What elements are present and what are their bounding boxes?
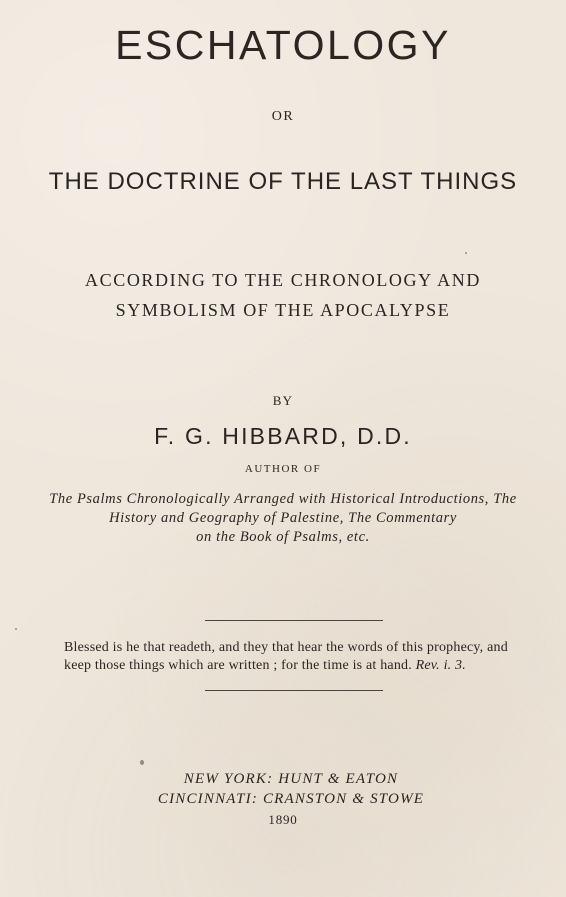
divider-bottom — [205, 690, 383, 691]
divider-top — [205, 620, 383, 621]
epigraph — [64, 639, 534, 675]
author-name: F. G. HIBBARD, D.D. — [154, 423, 412, 449]
by-word: BY — [272, 393, 294, 408]
other-works-line-3: on the Book of Psalms, etc. — [196, 529, 370, 545]
other-works-line-1: The Psalms Chronologically Arranged with Historical Introductions, The — [49, 491, 517, 507]
publisher-line-1: NEW YORK: HUNT & EATON — [183, 771, 399, 787]
book-title: ESCHATOLOGY — [115, 22, 451, 68]
description-line-1: ACCORDING TO THE CHRONOLOGY AND — [85, 270, 481, 290]
epigraph-line-1: Blessed is he that readeth, and they that hear the words of this prophecy, and — [64, 640, 508, 655]
or-connector: OR — [271, 109, 295, 124]
other-works-line-2: History and Geography of Palestine, The Commentary — [109, 510, 457, 526]
description-line-2: SYMBOLISM OF THE APOCALYPSE — [115, 300, 451, 320]
epigraph-reference: Rev. i. 3. — [415, 658, 466, 673]
publication-year: 1890 — [268, 812, 298, 827]
paper-speck — [465, 252, 467, 254]
paper-speck — [140, 760, 144, 765]
other-works — [0, 490, 566, 547]
paper-speck — [15, 628, 17, 630]
author-of-label: AUTHOR OF — [244, 463, 322, 475]
publisher-line-2: CINCINNATI: CRANSTON & STOWE — [157, 791, 425, 807]
epigraph-line-2 — [64, 657, 534, 675]
book-subtitle: THE DOCTRINE OF THE LAST THINGS — [48, 168, 518, 195]
epigraph-line-2-text: keep those things which are written ; for the time is at hand. — [64, 658, 412, 673]
